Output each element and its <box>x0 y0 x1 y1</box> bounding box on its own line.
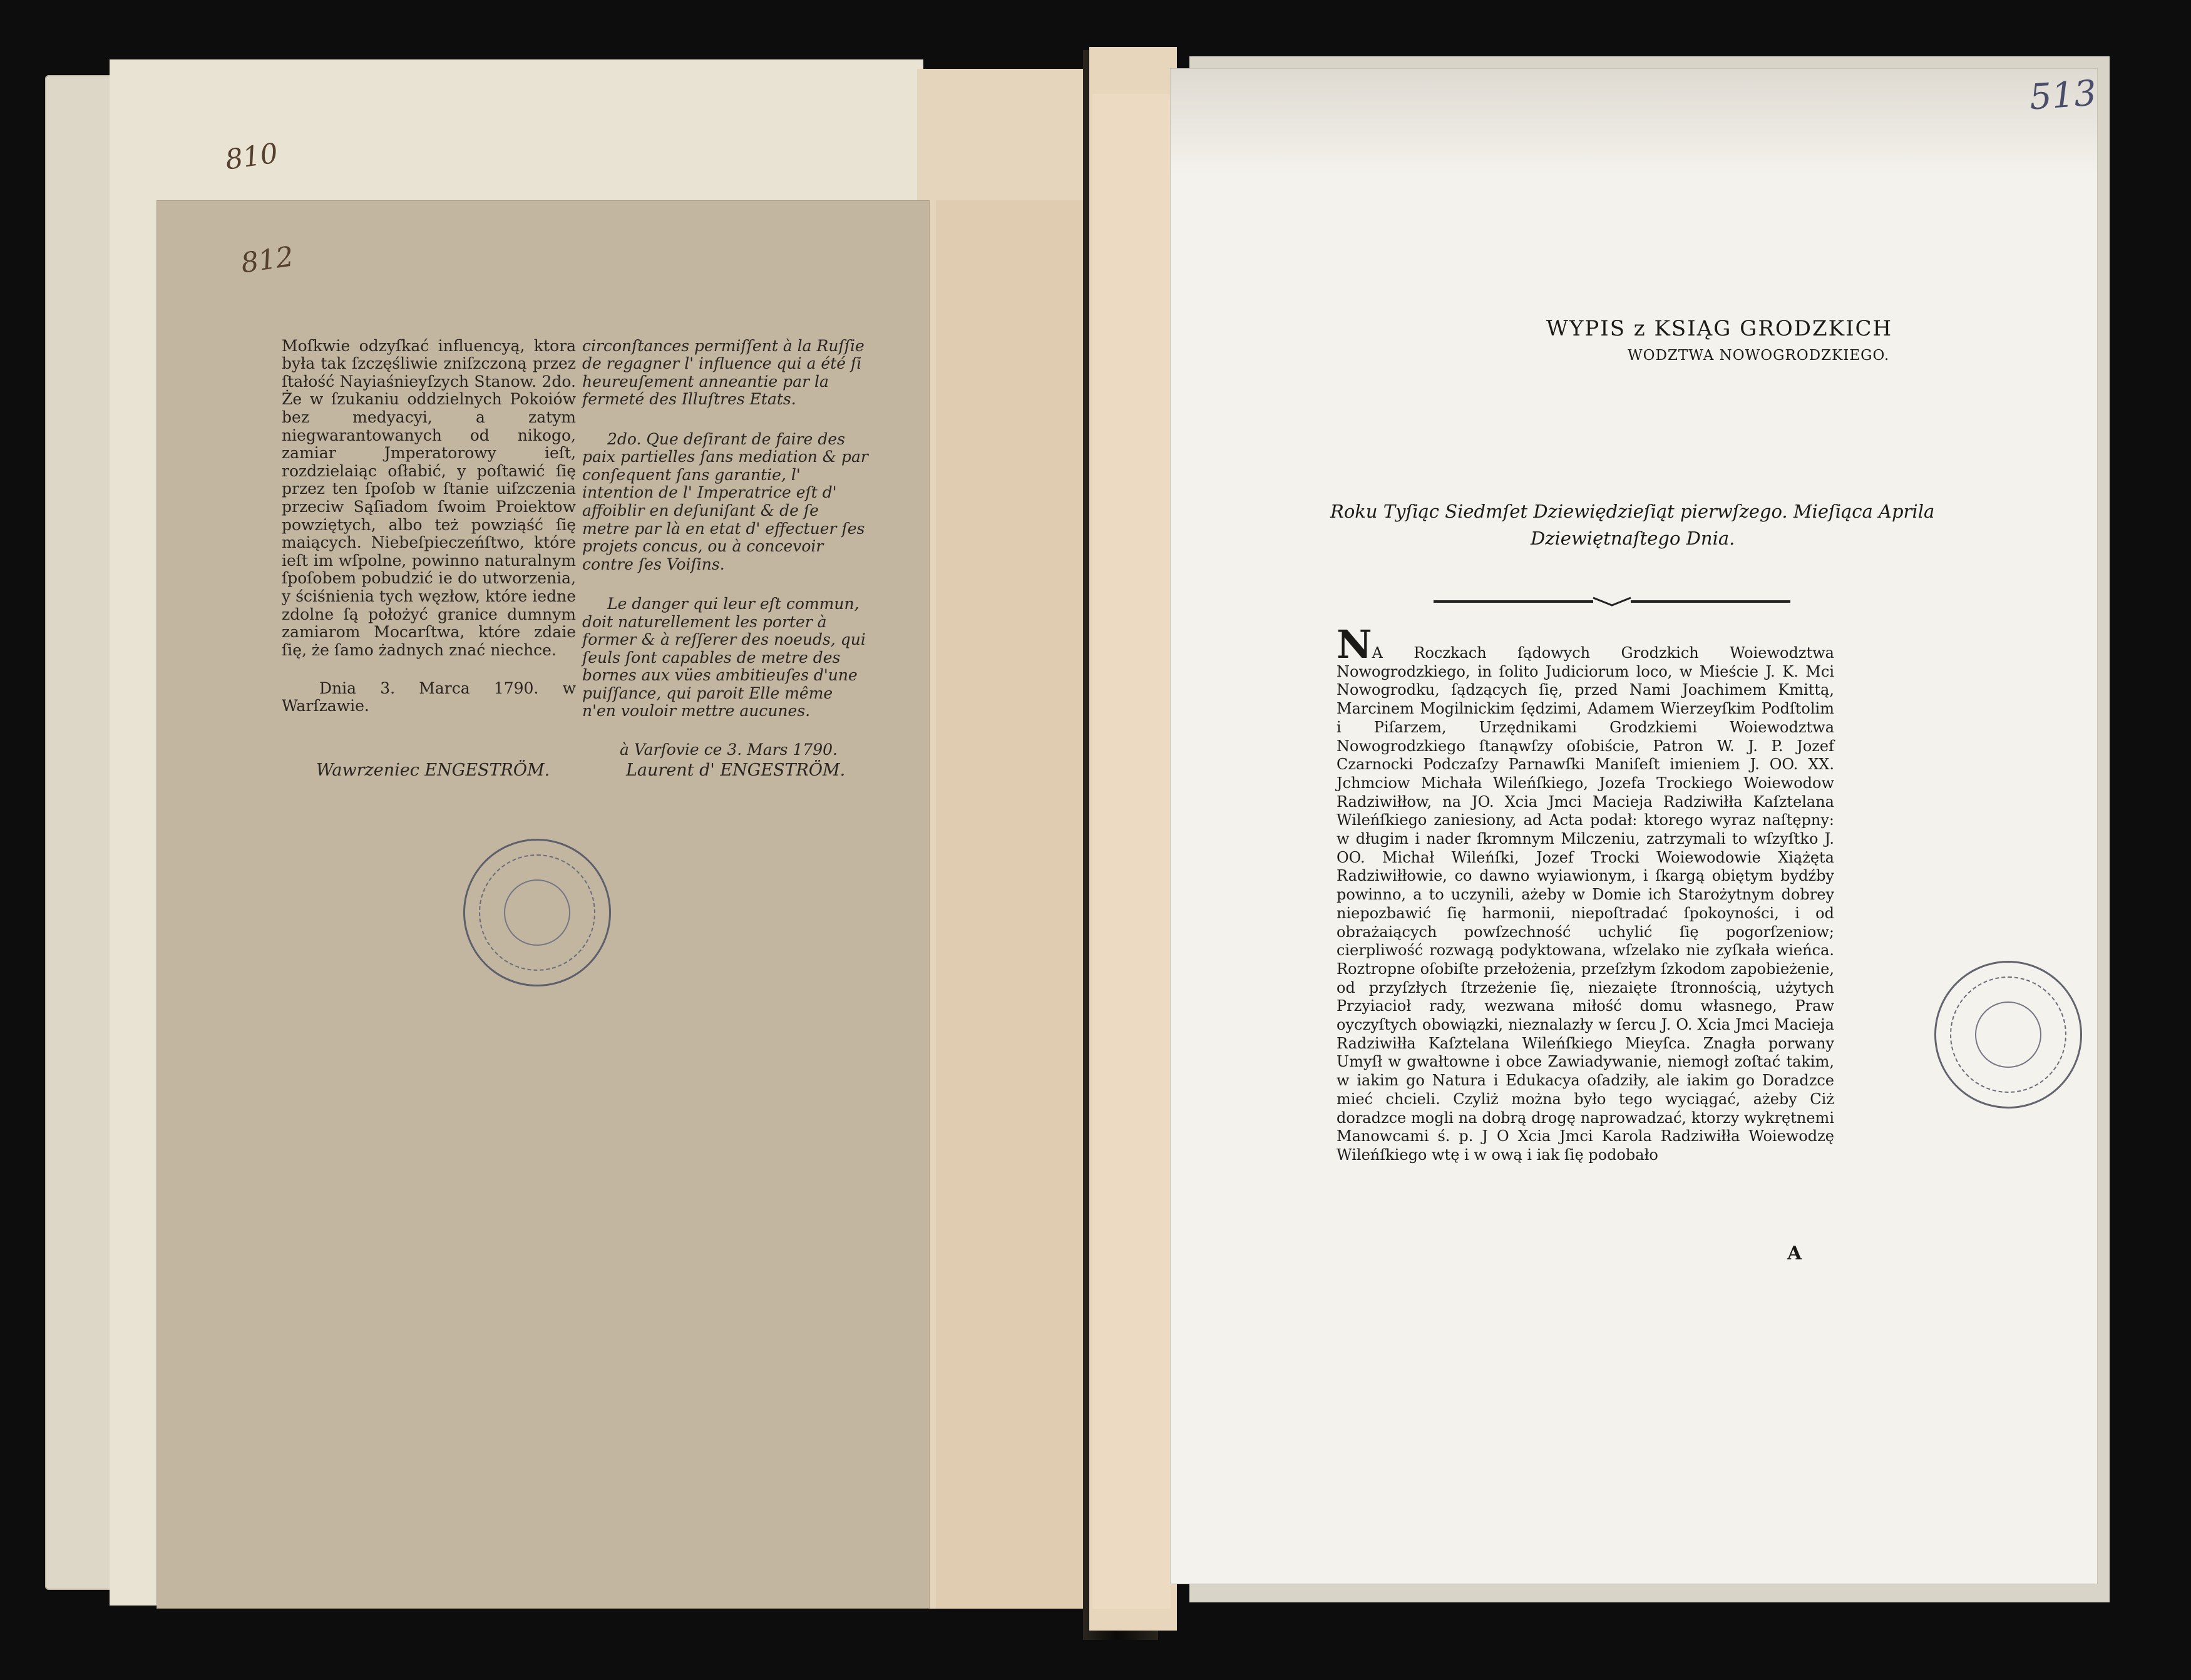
signature-french: Laurent d' ENGESTRÖM. <box>626 761 846 780</box>
library-stamp-left <box>463 839 611 986</box>
manifest-paragraph: A Roczkach ſądowych Grodzkich Woiewodztwa Nowogrodzkiego, in ſolito Judiciorum loco, w Mieście J. K. Mci Nowogrodku, ſądzących ſię, przed Nami Joachimem Kmittą, Marcinem Mogilnickim ſędzimi, Adamem Wierzeyſkim Podſtolim i Piſarzem, Urzędnikami Grodzkiemi Woiewodztwa Nowogrodzkiego ſtanąwſzy oſobiście, Patron W. J. P. Jozef Czarnocki Podczaſzy Parnawſki Maniſeſt imieniem J. OO. XX. Jchmciow Michała Wileńſkiego, Jozefa Trockiego Woiewodow Radziwiłłow, na JO. Xcia Jmci Macieja Radziwiłła Kaſztelana Wileńſkiego zaniesiony, ad Acta podał: ktorego wyraz naſtępny: w długim i nader ſkromnym Milczeniu, zatrzymali to wſzyſtko J. OO. Michał Wileńſki, Jozef Trocki Woiewodowie Xiążęta Radziwiłłowie, co dawno wyiawionym, i ſkargą obiętym bydźby powinno, a to uczynili, ażeby w Domie ich Starożytnym dobrey niepozbawić ſię harmonii, niepoſtradać ſpokoyności, i od obrażaiących powſzechność uchylić ſię pogorſzeniow; cierpliwość rozwagą podyktowana, wſzelako nie zyſkała wieńca. Roztropne oſobiſte przełożenia, przeſzłym ſzkodom zapobieżenie, od przyſzłych ſtrzeżenie ſię, niezaięte ſtronnością, użytych Przyiacioł rady, wezwana miłość domu własnego, Praw oyczyſtych obowiązki, nieznalazły w ſercu J. O. Xcia Jmci Macieja Radziwiłła Kaſztelana Wileńſkiego Mieyſca. Znagła porwany Umyſł w gwałtowne i obce Zawiadywanie, niemogł zoſtać takim, w iakim go Natura i Edukacya oſadziły, ale iakim go Doradzce mieć chcieli. Czyliż można było tego wyciągać, ażeby Ciż doradzce mogli na dobrą drogę naprowadzać, ktorzy wykrętnemi Manowcami ś. p. J O Xcia Jmci Karola Radziwiłła Woiewodzę Wileńſkiego wtę i w ową i iak ſię podobało <box>1337 644 1834 1164</box>
right-binding-strip-inner <box>1092 94 1171 1609</box>
document-title: WYPIS z KSIĄG GRODZKICH <box>1546 316 1893 341</box>
library-stamp-right <box>1934 961 2082 1109</box>
french-date: à Varſovie ce 3. Mars 1790. <box>620 740 838 759</box>
french-paragraph-3: Le danger qui leur eſt commun, doit naturellement les porter à former & à reſſerer des noeuds, qui ſeuls ſont capables de metre des bornes aux vües ambitieuſes d'une puiſſance, qui paroit Elle même n'en vouloir mettre aucunes. <box>582 594 866 720</box>
date-line-1: Roku Tyſiąc Siedmſet Dziewiędzieſiąt pierwſzego. Mieſiąca Aprila <box>1330 501 1935 522</box>
signature-polish: Wawrzeniec ENGESTRÖM. <box>316 761 550 780</box>
decorative-rule <box>1434 596 1790 607</box>
polish-paragraph: Moſkwie odzyſkać influencyą, ktora była tak ſzczęśliwie zniſzczoną przez ſtałość Nayiaśnieyſzych Stanow. 2do. Że w ſzukaniu oddzielnych Pokoiów bez medyacyi, a zatym niegwarantowanych od nikogo, zamiar Jmperatorowy ieſt, rozdzielaiąc oſłabić, y poſtawić ſię przez ten ſpoſob w ſtanie uiſzczenia przeciw Sąſiadom ſwoim Proiektow powziętych, albo też powziąść ſię maiących. Niebeſpieczeńſtwo, które ieſt im wſpolne, powinno naturalnym ſpoſobem pobudzić ie do utworzenia, y ściśnienia tych węzłow, które iedne zdolne ſą położyć granice dumnym zamiarom Mocarſtwa, które zdaie ſię, że ſamo żadnych znać niechce. <box>282 336 576 659</box>
folio-mark-lower: 812 <box>239 240 296 280</box>
french-text-column <box>582 319 870 777</box>
signature-mark: A <box>1787 1242 1802 1264</box>
manifest-body-text <box>1337 622 1834 1165</box>
document-subtitle: WODZTWA NOWOGRODZKIEGO. <box>1628 347 1890 364</box>
french-paragraph-2: 2do. Que deſirant de faire des paix partielles ſans mediation & par conſequent ſans garantie, l' intention de l' Imperatrice eſt d' affoiblir en deſuniſant & de ſe metre par là en etat d' effectuer ſes projets concus, ou à concevoir contre ſes Voiſins. <box>582 429 868 573</box>
right-page-shadow <box>1171 69 2097 175</box>
date-line-2: Dziewiętnaſtego Dnia. <box>1531 528 1735 549</box>
left-binding-strip-inner <box>936 200 1086 1609</box>
french-paragraph-1: circonſtances permiſſent à la Ruſſie de regagner l' influence qui a été ſi heureuſement anneantie par la fermeté des Illuſtres Etats. <box>582 336 865 409</box>
folio-number: 513 <box>2028 73 2098 118</box>
polish-date: Dnia 3. Marca 1790. w Warſzawie. <box>282 679 576 715</box>
folio-mark-upper: 810 <box>223 137 280 177</box>
drop-cap: N <box>1337 622 1372 667</box>
polish-text-column <box>282 319 576 734</box>
